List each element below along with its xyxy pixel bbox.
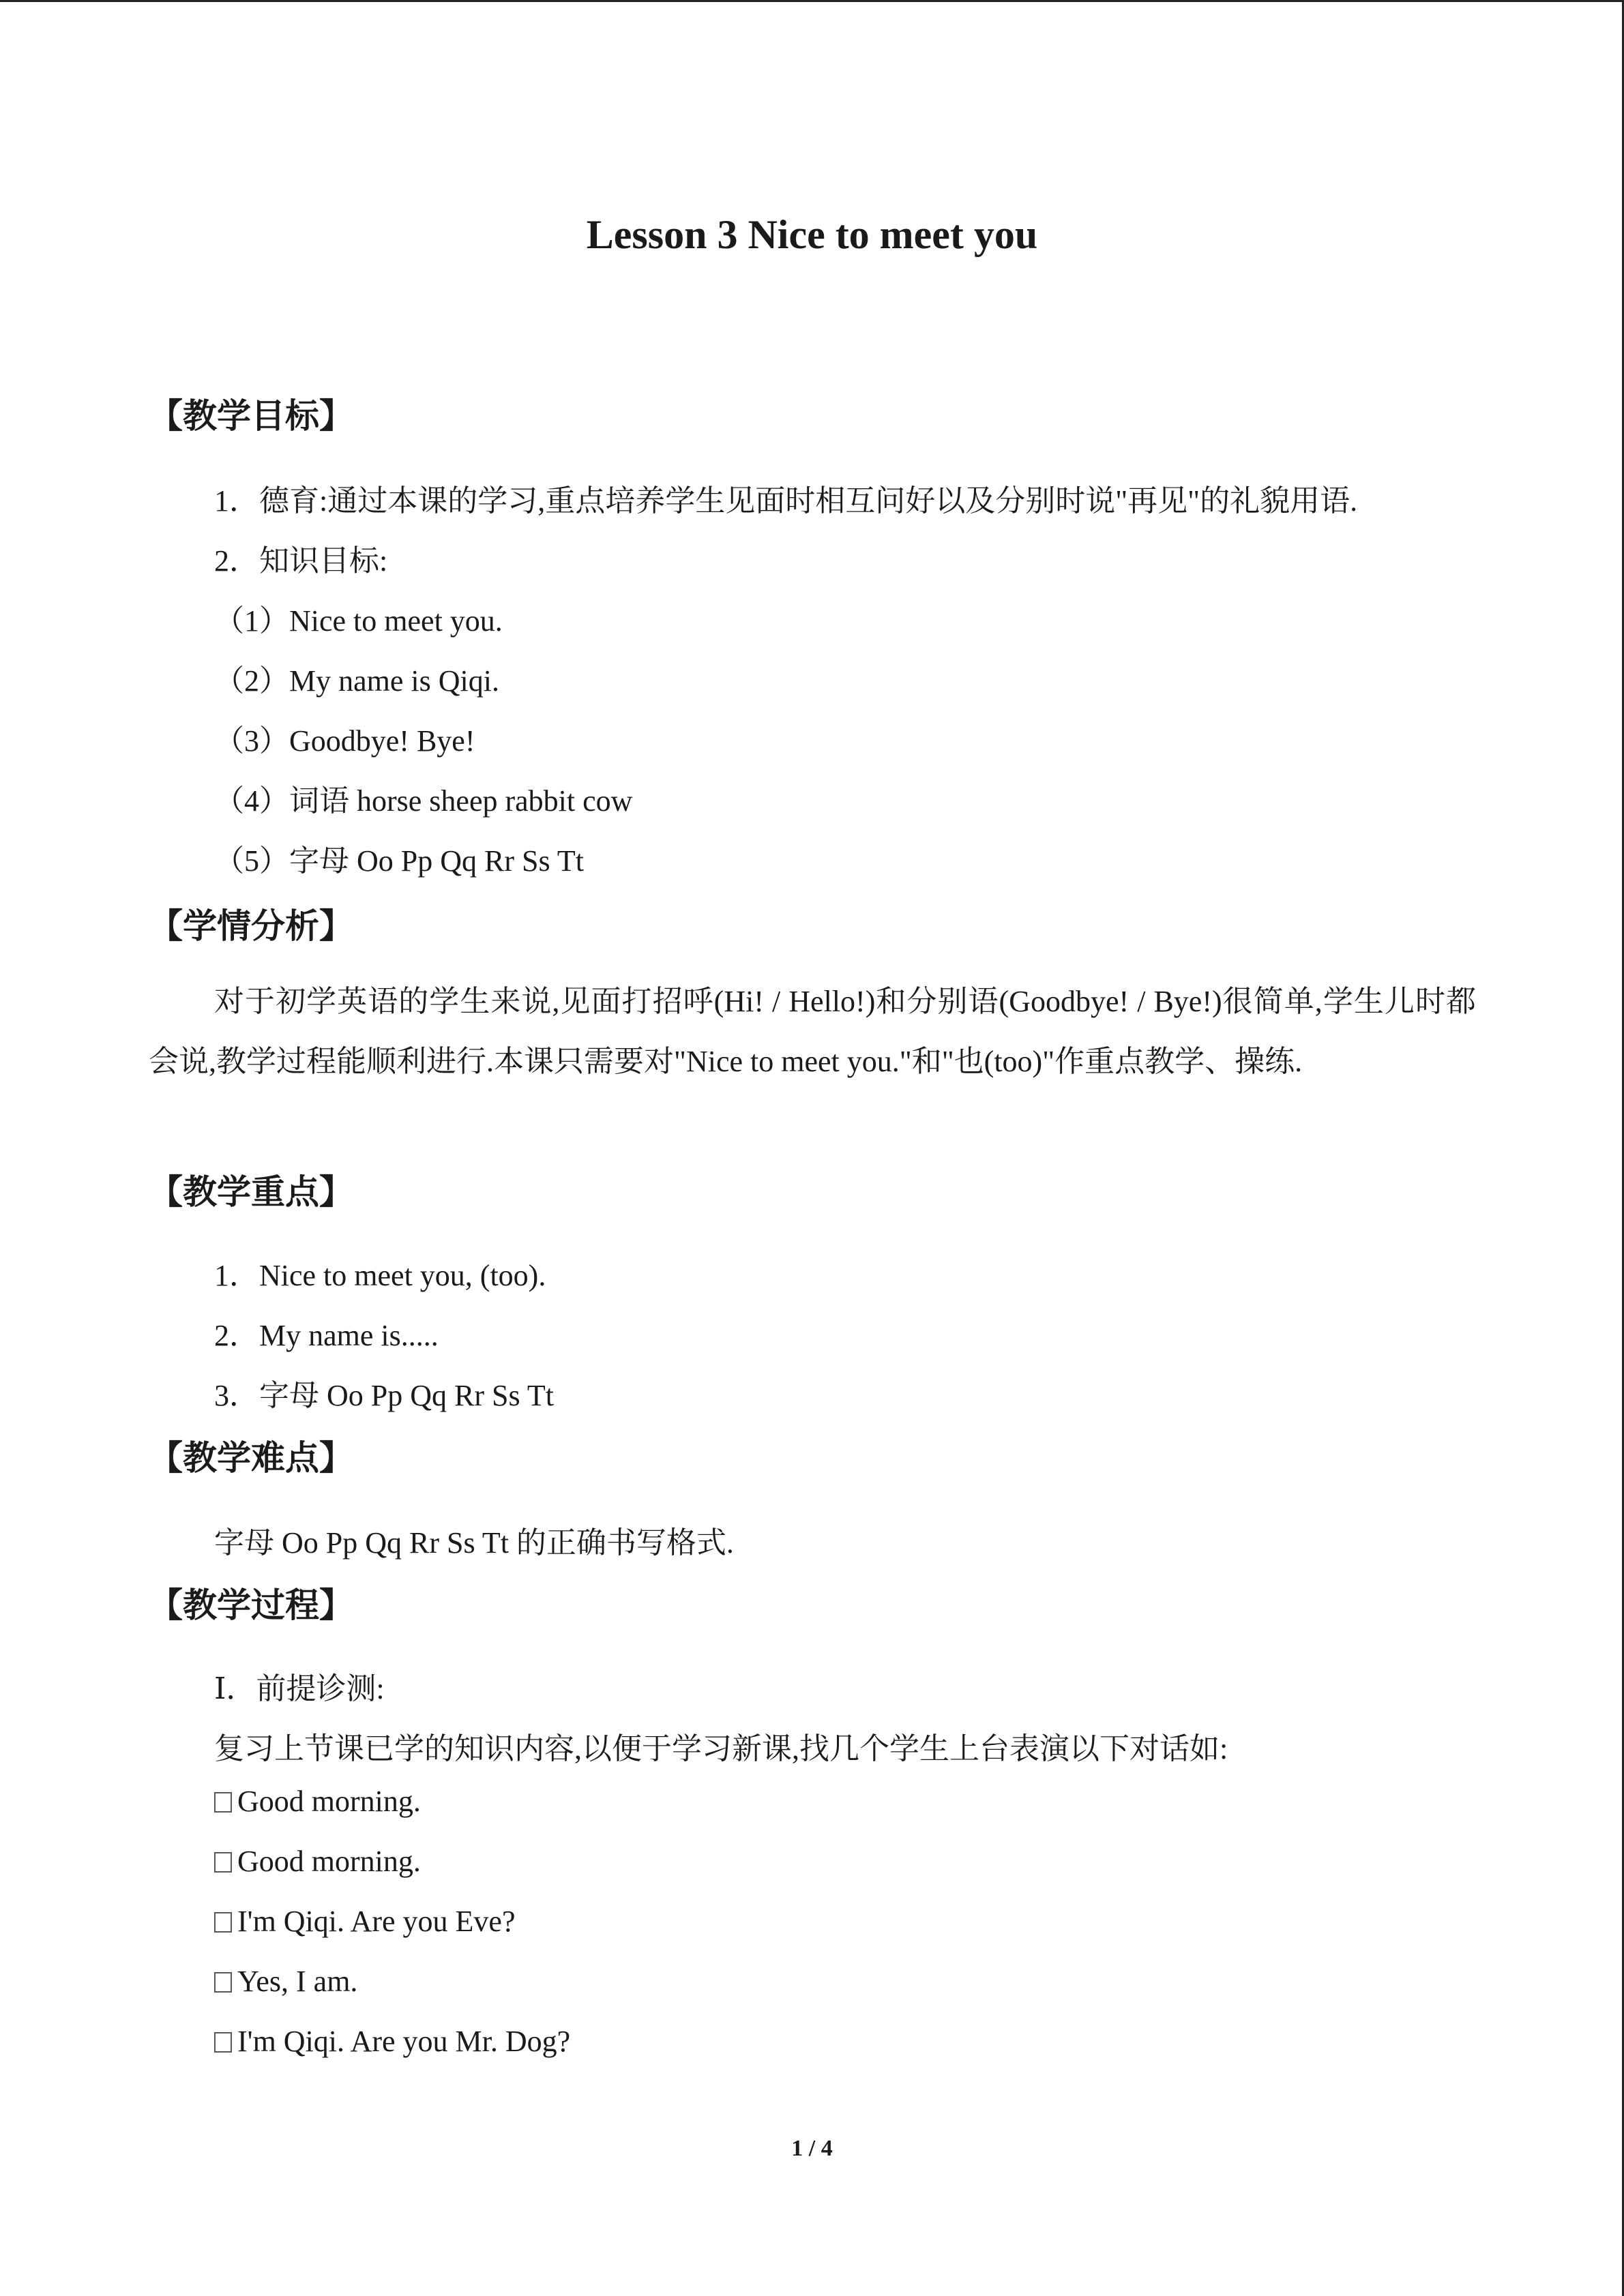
difficulty-text: 字母 Oo Pp Qq Rr Ss Tt 的正确书写格式. bbox=[214, 1526, 734, 1560]
checkbox-icon bbox=[214, 2032, 232, 2053]
page-number: 1 / 4 bbox=[791, 2136, 833, 2161]
objective-item: （4）词语 horse sheep rabbit cow bbox=[214, 784, 633, 818]
objective-item: （1）Nice to meet you. bbox=[214, 604, 503, 638]
section-heading-objectives: 【教学目标】 bbox=[149, 396, 353, 436]
checkbox-icon bbox=[214, 1972, 232, 1993]
process-step-title: Ⅰ．前提诊测: bbox=[214, 1672, 385, 1705]
dialogue-line bbox=[214, 1964, 357, 1999]
section-heading-difficulties: 【教学难点】 bbox=[149, 1438, 353, 1478]
dialogue-text: I'm Qiqi. Are you Eve? bbox=[237, 1905, 516, 1938]
key-point-item: 1．Nice to meet you, (too). bbox=[214, 1259, 546, 1292]
checkbox-icon bbox=[214, 1852, 232, 1873]
dialogue-line bbox=[214, 1784, 421, 1819]
process-intro: 复习上节课已学的知识内容,以便于学习新课,找几个学生上台表演以下对话如: bbox=[214, 1732, 1228, 1765]
checkbox-icon bbox=[214, 1792, 232, 1813]
document-title: Lesson 3 Nice to meet you bbox=[586, 212, 1038, 257]
objective-item: （2）My name is Qiqi. bbox=[214, 664, 499, 698]
dialogue-text: Good morning. bbox=[237, 1785, 421, 1818]
objective-item: （5）字母 Oo Pp Qq Rr Ss Tt bbox=[214, 844, 584, 878]
key-point-item: 2．My name is..... bbox=[214, 1319, 439, 1352]
objective-item: 2．知识目标: bbox=[214, 544, 388, 578]
objective-item: 1．德育:通过本课的学习,重点培养学生见面时相互问好以及分别时说"再见"的礼貌用语. bbox=[214, 484, 1358, 518]
dialogue-line bbox=[214, 1904, 516, 1939]
dialogue-line bbox=[214, 2024, 570, 2059]
checkbox-icon bbox=[214, 1912, 232, 1933]
section-heading-key-points: 【教学重点】 bbox=[149, 1172, 353, 1212]
section-heading-analysis: 【学情分析】 bbox=[149, 906, 353, 946]
dialogue-text: Good morning. bbox=[237, 1845, 421, 1878]
dialogue-text: Yes, I am. bbox=[237, 1965, 358, 1998]
page-border-top bbox=[0, 0, 1624, 2]
dialogue-line bbox=[214, 1844, 421, 1879]
dialogue-text: I'm Qiqi. Are you Mr. Dog? bbox=[237, 2025, 571, 2058]
objective-item: （3）Goodbye! Bye! bbox=[214, 724, 475, 758]
key-point-item: 3．字母 Oo Pp Qq Rr Ss Tt bbox=[214, 1379, 554, 1412]
section-heading-process: 【教学过程】 bbox=[149, 1585, 353, 1625]
analysis-paragraph: 对于初学英语的学生来说,见面打招呼(Hi! / Hello!)和分别语(Goodbye! / Bye!)很简单,学生儿时都会说,教学过程能顺利进行.本课只需要对"Nice to meet you."和"也(too)"作重点教学、操练. bbox=[149, 985, 1476, 1078]
